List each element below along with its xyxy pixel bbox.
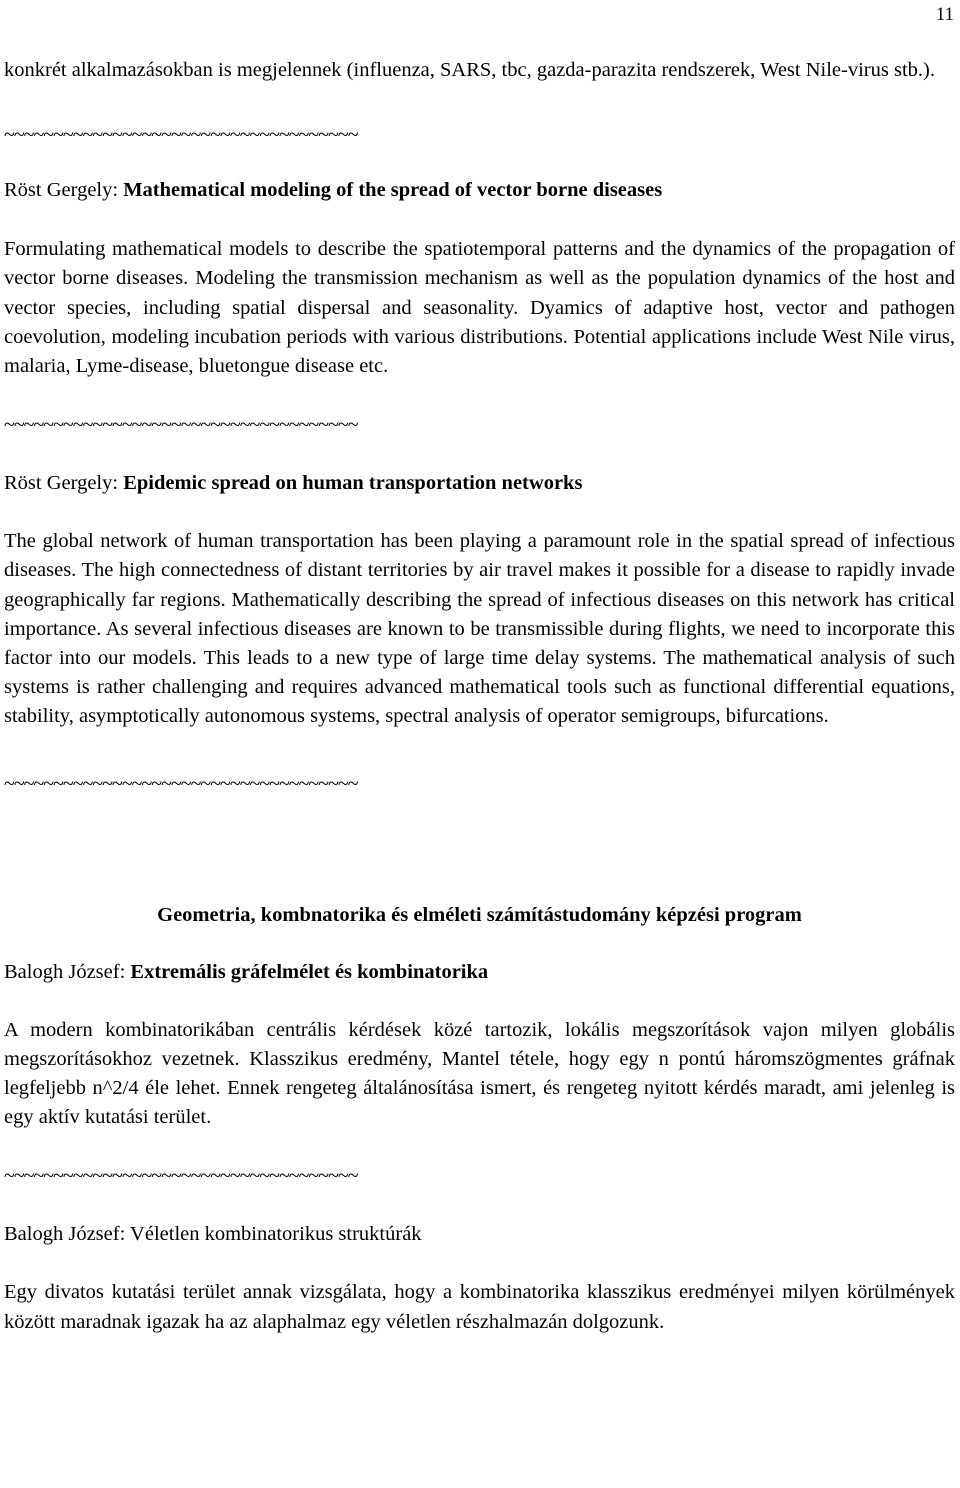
entry-title-line — [4, 469, 955, 498]
entry-title-line — [4, 1220, 955, 1249]
entry-body: The global network of human transportation has been playing a paramount role in the spatial spread of infectious diseases. The high connectedness of distant territories by air travel makes it possible for a disease to rapidly invade geographically far regions. Mathematically describing the spread of infectious diseases on this network has critical importance. As several infectious diseases are known to be transmissible during flights, we need to incorporate this factor into our models. This leads to a new type of large time delay systems. The mathematical analysis of such systems is rather challenging and requires advanced mathematical tools such as functional differential equations, stability, asymptotically autonomous systems, spectral analysis of operator semigroups, bifurcations. — [4, 530, 955, 728]
document-body — [4, 56, 955, 1337]
page-number: 11 — [935, 4, 954, 25]
entry-body: Formulating mathematical models to describe the spatiotemporal patterns and the dynamics of the propagation of vector borne diseases. Modeling the transmission mechanism as well as the population dynamics of the host and vector species, including spatial dispersal and seasonality. Dyamics of adaptive host, vector and pathogen coevolution, modeling incubation periods with various distributions. Potential applications include West Nile virus, malaria, Lyme-disease, bluetongue disease etc. — [4, 238, 955, 378]
program-heading: Geometria, kombnatorika és elméleti számítástudomány képzési program — [157, 903, 802, 926]
entry-title: Extremális gráfelmélet és kombinatorika — [130, 960, 489, 983]
separator: ~~~~~~~~~~~~~~~~~~~~~~~~~~~~~~~~~~~~ — [4, 772, 358, 795]
entry-title: Epidemic spread on human transportation networks — [123, 472, 583, 495]
entry-author: Röst Gergely: — [4, 472, 119, 495]
entry-title-line — [4, 176, 955, 205]
entry-body: Egy divatos kutatási terület annak vizsgálata, hogy a kombinatorika klasszikus eredményei milyen körülmények között maradnak igazak ha az alaphalmaz egy véletlen részhalmazán dolgozunk. — [4, 1281, 955, 1333]
separator: ~~~~~~~~~~~~~~~~~~~~~~~~~~~~~~~~~~~~ — [4, 414, 358, 437]
entry-author: Balogh József: — [4, 960, 126, 983]
entry-title-line — [4, 958, 955, 987]
entry-title: Mathematical modeling of the spread of vector borne diseases — [123, 179, 663, 202]
separator: ~~~~~~~~~~~~~~~~~~~~~~~~~~~~~~~~~~~~ — [4, 124, 358, 147]
intro-paragraph: konkrét alkalmazásokban is megjelennek (influenza, SARS, tbc, gazda-parazita rendszerek, West Nile-virus stb.). — [4, 59, 935, 81]
entry-author: Röst Gergely: — [4, 179, 119, 202]
entry-author: Balogh József: — [4, 1223, 126, 1246]
separator: ~~~~~~~~~~~~~~~~~~~~~~~~~~~~~~~~~~~~ — [4, 1165, 358, 1188]
entry-body: A modern kombinatorikában centrális kérdések közé tartozik, lokális megszorítások vajon milyen globális megszorításokhoz vezetnek. Klasszikus eredmény, Mantel tétele, hogy egy n pontú háromszögmentes gráfnak legfeljebb n^2/4 éle lehet. Ennek rengeteg általánosítása ismert, és rengeteg nyitott kérdés maradt, ami jelenleg is egy aktív kutatási terület. — [4, 1018, 955, 1129]
entry-title: Véletlen kombinatorikus struktúrák — [130, 1223, 422, 1246]
